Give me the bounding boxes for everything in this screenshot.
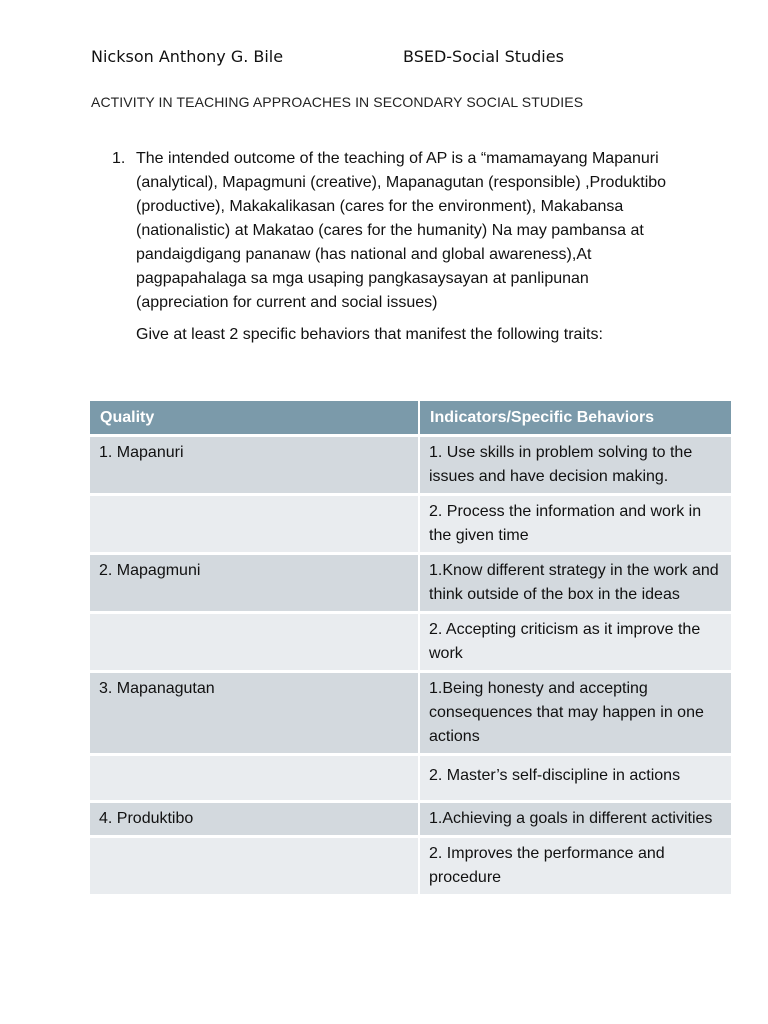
behavior-cell: 2. Process the information and work in the given time [419, 495, 731, 554]
question-prompt: Give at least 2 specific behaviors that manifest the following traits: [136, 326, 603, 343]
behavior-cell: 1.Being honesty and accepting consequences that may happen in one actions [419, 672, 731, 755]
traits-table [90, 401, 731, 897]
behavior-cell: 1. Use skills in problem solving to the issues and have decision making. [419, 436, 731, 495]
table-row [90, 613, 731, 672]
behavior-cell: 1.Achieving a goals in different activities [419, 802, 731, 837]
table-row [90, 802, 731, 837]
table-row [90, 837, 731, 896]
question-number: 1. [112, 150, 126, 167]
question-block [112, 147, 672, 347]
behavior-cell: 1.Know different strategy in the work and think outside of the box in the ideas [419, 554, 731, 613]
quality-cell [90, 837, 419, 896]
behavior-cell: 2. Improves the performance and procedure [419, 837, 731, 896]
student-name: Nickson Anthony G. Bile [91, 47, 284, 66]
question-text: The intended outcome of the teaching of AP is a “mamamayang Mapanuri (analytical), Mapagmuni (creative), Mapanagutan (responsible) ,Produktibo (productive), Makakalikasan (cares for the environment), Makabansa (nationalistic) at Makatao (cares for the humanity) Na may pambansa at pandaigdigang pananaw (has national and global awareness),At pagpapahalaga sa mga usaping pangkasaysayan at panlipunan (appreciation for current and social issues) [136, 150, 667, 311]
table-row [90, 436, 731, 495]
quality-cell [90, 755, 419, 802]
table-row [90, 554, 731, 613]
quality-cell: 2. Mapagmuni [90, 554, 419, 613]
quality-cell [90, 613, 419, 672]
department: BSED-Social Studies [403, 47, 564, 66]
activity-title: ACTIVITY IN TEACHING APPROACHES IN SECONDARY SOCIAL STUDIES [91, 94, 584, 110]
table-row [90, 495, 731, 554]
quality-cell: 4. Produktibo [90, 802, 419, 837]
behavior-cell: 2. Accepting criticism as it improve the work [419, 613, 731, 672]
header-behaviors: Indicators/Specific Behaviors [419, 401, 731, 436]
table-row [90, 672, 731, 755]
quality-cell: 1. Mapanuri [90, 436, 419, 495]
table-header-row [90, 401, 731, 436]
table-row [90, 755, 731, 802]
quality-cell: 3. Mapanagutan [90, 672, 419, 755]
document-header [91, 47, 564, 66]
header-quality: Quality [90, 401, 419, 436]
quality-cell [90, 495, 419, 554]
behavior-cell: 2. Master’s self-discipline in actions [419, 755, 731, 802]
